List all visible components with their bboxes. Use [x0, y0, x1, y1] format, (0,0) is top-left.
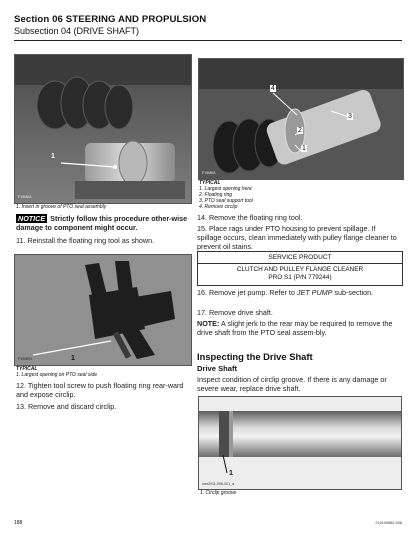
- figure-2-photo: [198, 58, 404, 180]
- step-12: 12. Tighten tool screw to push floating ring rear-ward and expose circlip.: [16, 381, 184, 400]
- step-16: 16. Remove jet pump. Refer to JET PUMP sub-section.: [197, 288, 374, 297]
- service-product-box: [197, 251, 403, 286]
- figure-2-callout-3: 3: [348, 113, 352, 120]
- figure-1-callout: 1: [51, 153, 55, 160]
- step-17: 17. Remove drive shaft.: [197, 308, 273, 317]
- service-product-header: SERVICE PRODUCT: [198, 252, 402, 264]
- figure-3-id: F19M0N: [18, 357, 32, 361]
- page-number: 188: [14, 520, 23, 526]
- figure-1-caption: 1. Insert in groove of PTO seal assembly: [16, 204, 107, 210]
- service-product-body: CLUTCH AND PULLEY FLANGE CLEANER PRO S1 (P/N 779244): [236, 266, 364, 281]
- notice-text: Strictly follow this procedure other-wise damage to component might occur.: [16, 214, 188, 233]
- heading-drive-shaft: Drive Shaft: [197, 364, 238, 373]
- figure-2-callout-1: 1: [302, 145, 306, 152]
- figure-2-caption: TYPICAL 1. Largest opening here 2. Floating ring 3. PTO seal support tool 4. Remove circlip: [199, 180, 253, 210]
- step-14: 14. Remove the floating ring tool.: [197, 213, 303, 222]
- figure-3-caption: TYPICAL 1. Largest opening on PTO seal side: [16, 366, 98, 378]
- page-header: [14, 14, 206, 36]
- subsection-title: Subsection 04 (DRIVE SHAFT): [14, 26, 140, 36]
- document-code: 219100680-008: [375, 521, 402, 525]
- step-13: 13. Remove and discard circlip.: [16, 402, 117, 411]
- figure-1-id: F19M0A: [18, 195, 32, 199]
- step-11: 11. Reinstall the floating ring tool as shown.: [16, 236, 155, 245]
- figure-4-id: smr2011-096-001_a: [202, 482, 235, 486]
- figure-2-id: F19M0A: [202, 171, 216, 175]
- figure-3-callout: 1: [71, 355, 75, 362]
- header-rule: [14, 40, 402, 41]
- jet-pump-link[interactable]: JET PUMP: [296, 288, 333, 297]
- heading-inspecting: Inspecting the Drive Shaft: [197, 351, 313, 362]
- notice: [16, 214, 192, 232]
- figure-2-callout-4: 4: [271, 85, 275, 92]
- figure-4-callout: 1: [229, 470, 233, 477]
- section-title: Section 06 STEERING AND PROPULSION: [14, 14, 207, 25]
- figure-1-photo: [14, 54, 192, 204]
- figure-3-photo: [14, 254, 192, 366]
- figure-2-callout-2: 2: [298, 127, 302, 134]
- step-15: 15. Place rags under PTO housing to prevent spillage. If spillage occurs, clean immediately with pulley flange cleaner to prevent oil stains.: [197, 224, 397, 252]
- note: NOTE: A slight jerk to the rear may be required to remove the drive shaft from the PTO seal assem-bly.: [197, 319, 393, 338]
- figure-4-photo: [198, 396, 402, 490]
- figure-4-caption: 1. Circlip groove: [200, 490, 237, 496]
- inspect-text: Inspect condition of circlip groove. If there is any damage or severe wear, replace drive shaft.: [197, 375, 387, 394]
- notice-badge: NOTICE: [18, 214, 46, 223]
